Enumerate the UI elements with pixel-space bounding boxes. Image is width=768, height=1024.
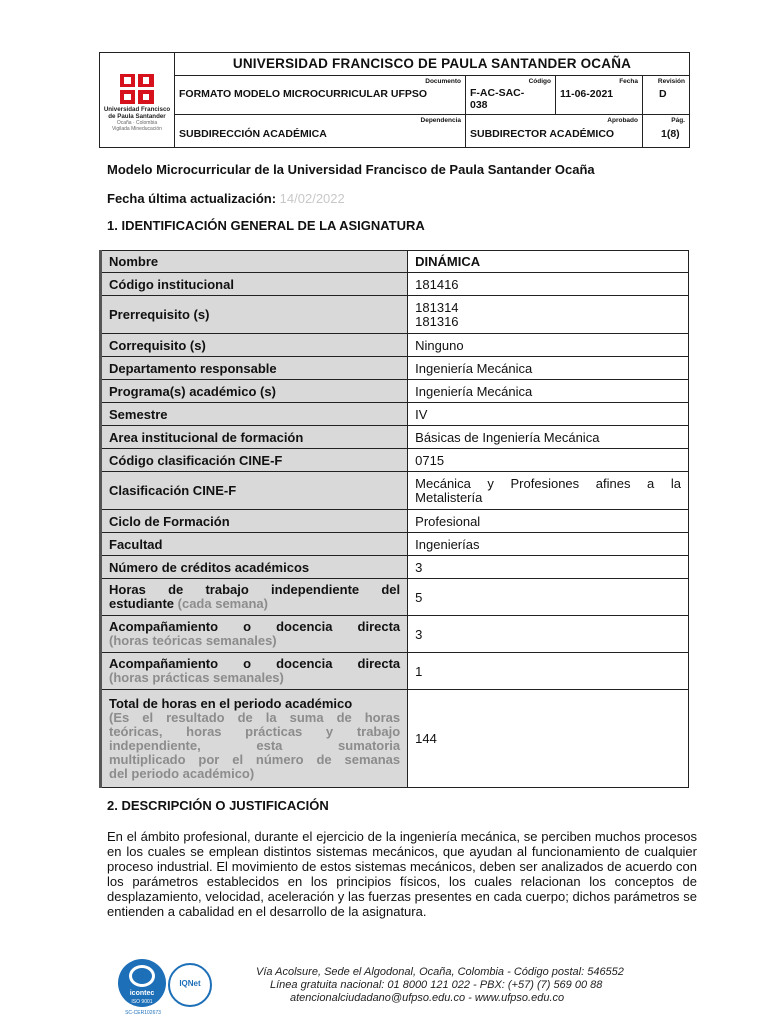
page-value: 1(8) (661, 128, 680, 140)
row-key: Prerrequisito (s) (101, 296, 408, 334)
row-key: Area institucional de formación (101, 426, 408, 449)
page-cell (643, 115, 690, 148)
row-value: Ninguno (408, 334, 689, 357)
section-1-heading: 1. IDENTIFICACIÓN GENERAL DE LA ASIGNATURA (107, 218, 425, 233)
document-label: Documento (425, 78, 461, 85)
hours-independent-note: (cada semana) (177, 596, 268, 611)
total-hours-note3: independiente, esta sumatoria (109, 737, 401, 753)
direct-theory-line1: Acompañamiento o docencia directa (109, 619, 401, 634)
code-cell (466, 76, 556, 115)
table-row (101, 251, 689, 273)
row-value: 3 (408, 616, 689, 653)
hours-independent-line2: estudiante (109, 596, 175, 611)
date-cell (556, 76, 643, 115)
approved-label: Aprobado (607, 117, 638, 124)
code-value: F-AC-SAC-038 (470, 87, 525, 111)
cine-class-line2: Metalistería (415, 489, 483, 505)
row-key: Código institucional (101, 273, 408, 296)
total-hours-line1: Total de horas en el periodo académico (109, 695, 353, 711)
table-row (101, 273, 689, 296)
section-2-heading: 2. DESCRIPCIÓN O JUSTIFICACIÓN (107, 798, 329, 813)
document-cell (175, 76, 466, 115)
row-key: Código clasificación CINE-F (101, 449, 408, 472)
description-paragraph: En el ámbito profesional, durante el ejercicio de la ingeniería mecánica, se perciben muchos procesos en los cuales se emplean distintos sistemas mecánicos, que ayudan al funcionamiento de cualquier proceso industrial. El movimiento de estos sistemas mecánicos, deben ser analizados de acuerdo con los parámetros establecidos en los principios físicos, los cuales relacionan los conceptos de desplazamiento, velocidad, aceleración y las fuerzas presentes en cada cuerpo; dichos parámetros se entienden a cabalidad en el desarrollo de la asignatura. (107, 829, 697, 919)
row-key (101, 690, 408, 788)
dependency-cell (175, 115, 466, 148)
logo-text-line4: Vigilada Mineducación (112, 126, 162, 132)
footer-contact[interactable]: atencionalciudadano@ufpso.edu.co - www.ufpso.edu.co (290, 992, 565, 1004)
logo-text-line3: Ocaña · Colombia (116, 120, 158, 126)
document-header (99, 52, 690, 148)
row-key (101, 579, 408, 616)
prereq-2: 181316 (415, 313, 459, 329)
ufps-logo-icon (120, 74, 154, 104)
approved-cell (466, 115, 643, 148)
icontec-label: icontec (129, 990, 155, 997)
total-hours-note2: teóricas, horas prácticas y trabajo (109, 723, 401, 739)
hours-independent-line1: Horas de trabajo independiente del (109, 582, 401, 597)
row-key (101, 616, 408, 653)
row-value: DINÁMICA (408, 251, 689, 273)
row-value: 144 (408, 690, 689, 788)
direct-theory-note: (horas teóricas semanales) (109, 633, 277, 648)
document-value: FORMATO MODELO MICROCURRICULAR UFPSO (179, 88, 428, 100)
prereq-1: 181314 (415, 299, 459, 315)
table-row (101, 472, 689, 510)
logo-text-line2: de Paula Santander (108, 113, 166, 120)
code-label: Código (528, 78, 551, 85)
row-value: 0715 (408, 449, 689, 472)
footer-phone: Línea gratuita nacional: 01 8000 121 022 - PBX: (+57) (7) 569 00 88 (270, 979, 603, 991)
table-row (101, 653, 689, 690)
row-value: Ingeniería Mecánica (408, 357, 689, 380)
row-value: 1 (408, 653, 689, 690)
university-name: UNIVERSIDAD FRANCISCO DE PAULA SANTANDER OCAÑA (175, 53, 690, 76)
row-key: Programa(s) académico (s) (101, 380, 408, 403)
table-row (101, 533, 689, 556)
last-update-line (107, 191, 345, 206)
row-value (408, 472, 689, 510)
date-value: 11-06-2021 (560, 88, 614, 100)
table-row (101, 296, 689, 334)
dependency-label: Dependencia (420, 117, 461, 124)
row-key: Clasificación CINE-F (101, 472, 408, 510)
row-key: Semestre (101, 403, 408, 426)
last-update-value: 14/02/2022 (279, 191, 345, 206)
last-update-label: Fecha última actualización: (107, 191, 277, 206)
revision-cell (643, 76, 690, 115)
table-row (101, 334, 689, 357)
page-footer (0, 955, 768, 1024)
table-row (101, 556, 689, 579)
approved-value: SUBDIRECTOR ACADÉMICO (470, 128, 615, 140)
cine-class-line1: Mecánica y Profesiones afines a la (415, 475, 681, 491)
row-key: Departamento responsable (101, 357, 408, 380)
table-row (101, 579, 689, 616)
direct-practice-note: (horas prácticas semanales) (109, 670, 284, 685)
subject-identification-table (99, 250, 689, 788)
university-logo-cell (100, 53, 175, 148)
table-row (101, 380, 689, 403)
row-value: 3 (408, 556, 689, 579)
row-key: Correquisito (s) (101, 334, 408, 357)
row-value: Ingenierías (408, 533, 689, 556)
row-value: Básicas de Ingeniería Mecánica (408, 426, 689, 449)
table-row (101, 357, 689, 380)
page-label: Pág. (671, 117, 685, 124)
row-key (101, 653, 408, 690)
row-key: Número de créditos académicos (101, 556, 408, 579)
row-value: Profesional (408, 510, 689, 533)
iso-label: ISO 9001 (131, 999, 153, 1005)
table-row (101, 403, 689, 426)
table-row (101, 690, 689, 788)
direct-practice-line1: Acompañamiento o docencia directa (109, 656, 401, 671)
row-key: Ciclo de Formación (101, 510, 408, 533)
row-value: 5 (408, 579, 689, 616)
footer-address: Vía Acolsure, Sede el Algodonal, Ocaña, Colombia - Código postal: 546552 (256, 966, 624, 978)
iqnet-badge-icon (168, 963, 212, 1007)
total-hours-note4: multiplicado por el número de semanas (109, 751, 401, 767)
row-value: IV (408, 403, 689, 426)
row-value (408, 296, 689, 334)
row-value: 181416 (408, 273, 689, 296)
logo-text-line1: Universidad Francisco (103, 106, 171, 113)
dependency-value: SUBDIRECCIÓN ACADÉMICA (179, 128, 327, 140)
document-title: Modelo Microcurricular de la Universidad Francisco de Paula Santander Ocaña (107, 162, 595, 177)
row-value: Ingeniería Mecánica (408, 380, 689, 403)
row-key: Facultad (101, 533, 408, 556)
revision-value: D (659, 88, 667, 100)
table-row (101, 449, 689, 472)
total-hours-note5: del periodo académico) (109, 765, 255, 781)
icontec-badge-icon (118, 959, 166, 1007)
certificate-code: SC-CER102673 (125, 1010, 161, 1016)
table-row (101, 510, 689, 533)
row-key: Nombre (101, 251, 408, 273)
total-hours-note1: (Es el resultado de la suma de horas (109, 709, 401, 725)
revision-label: Revisión (657, 78, 685, 85)
iqnet-label: IQNet (179, 979, 201, 988)
table-row (101, 616, 689, 653)
table-row (101, 426, 689, 449)
date-label: Fecha (619, 78, 638, 85)
